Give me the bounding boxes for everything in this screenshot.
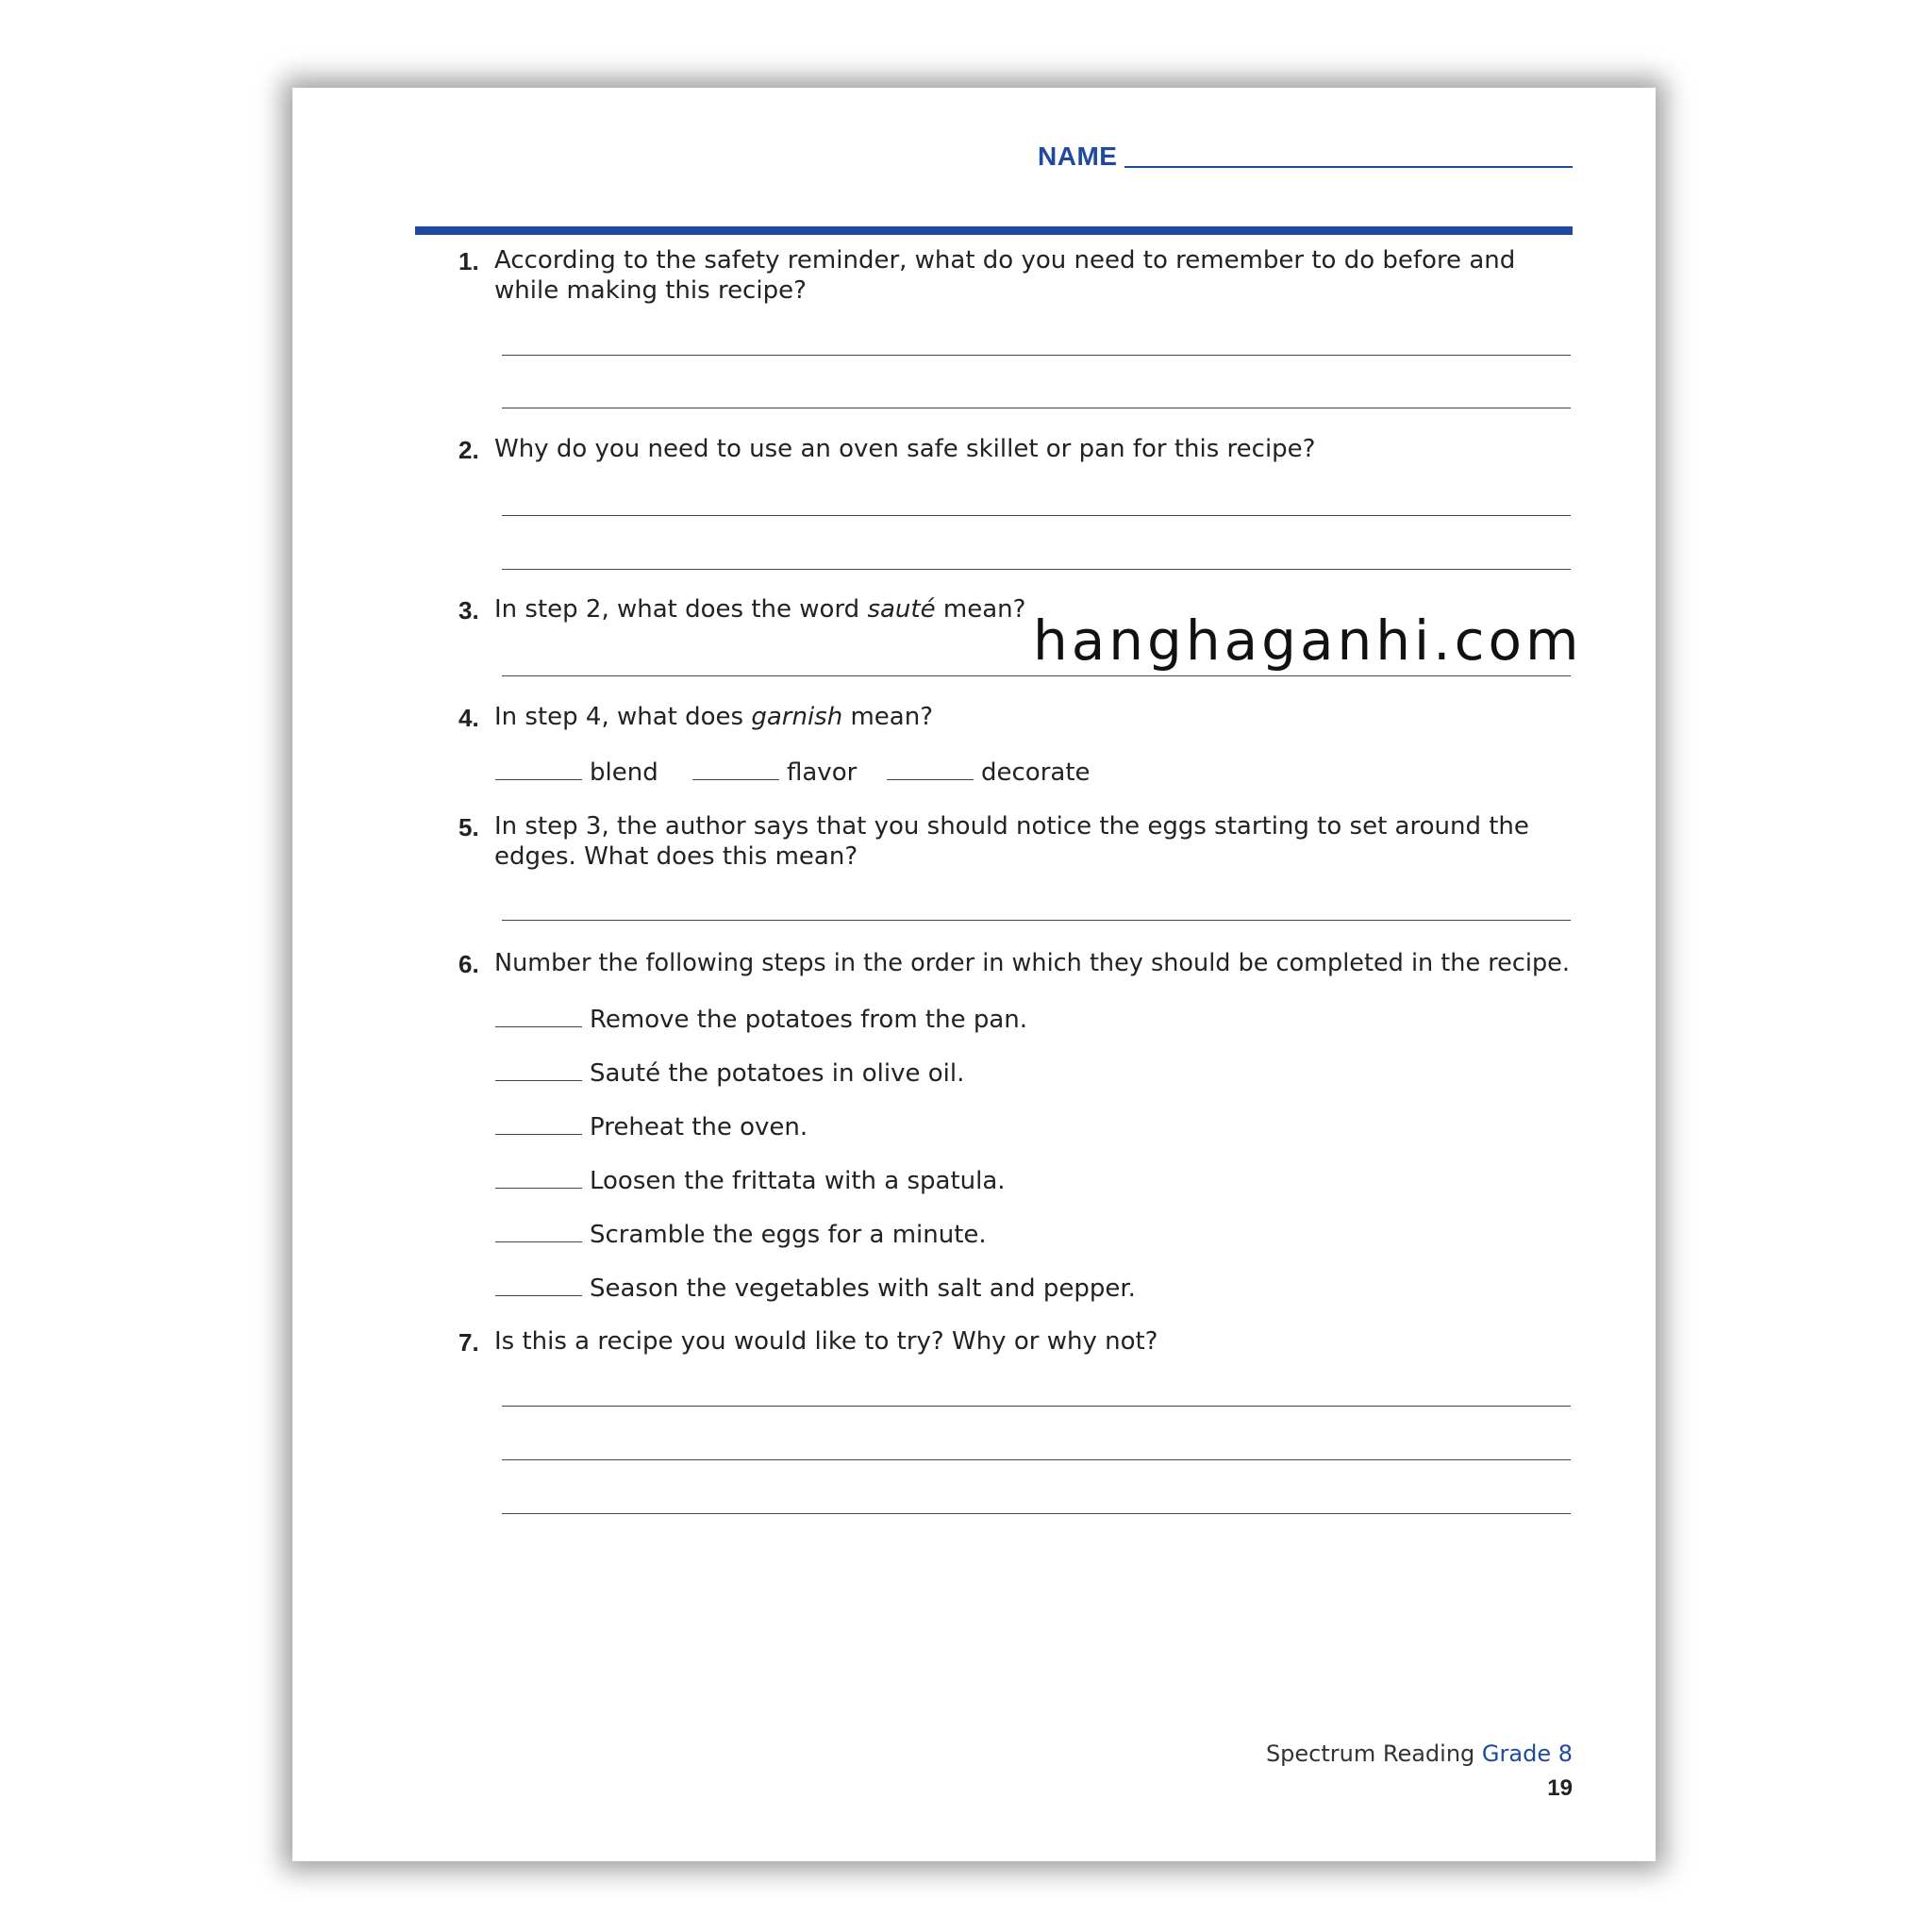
question-6-step[interactable] bbox=[495, 1165, 1006, 1195]
question-6-step[interactable] bbox=[495, 1273, 1136, 1303]
question-7-text: Is this a recipe you would like to try? Why or why not? bbox=[494, 1327, 1158, 1356]
question-4-text bbox=[494, 702, 1626, 732]
name-answer-line[interactable] bbox=[1124, 166, 1573, 168]
question-5-number: 5. bbox=[458, 813, 479, 841]
choice-label: decorate bbox=[981, 758, 1091, 787]
step-label: Season the vegetables with salt and pepper. bbox=[590, 1274, 1136, 1303]
choice-label: blend bbox=[590, 758, 658, 787]
step-blank[interactable] bbox=[495, 1058, 582, 1081]
question-7-number: 7. bbox=[458, 1328, 479, 1357]
header-rule bbox=[415, 226, 1573, 235]
question-4-choice-flavor[interactable] bbox=[692, 757, 857, 787]
step-label: Preheat the oven. bbox=[590, 1113, 808, 1141]
choice-blank[interactable] bbox=[692, 757, 779, 780]
step-blank[interactable] bbox=[495, 1273, 582, 1296]
step-blank[interactable] bbox=[495, 1004, 582, 1027]
question-2-text: Why do you need to use an oven safe skillet or pan for this recipe? bbox=[494, 435, 1316, 463]
footer-grade: Grade 8 bbox=[1481, 1740, 1573, 1767]
question-6-step[interactable] bbox=[495, 1004, 1027, 1034]
page-number: 19 bbox=[1547, 1775, 1573, 1801]
step-label: Scramble the eggs for a minute. bbox=[590, 1221, 987, 1249]
question-7-answer-line-1[interactable] bbox=[502, 1406, 1571, 1407]
question-3-text-after: mean? bbox=[935, 595, 1026, 624]
question-6-step[interactable] bbox=[495, 1111, 808, 1141]
question-2-answer-line-2[interactable] bbox=[502, 569, 1571, 570]
choice-blank[interactable] bbox=[887, 757, 974, 780]
step-label: Remove the potatoes from the pan. bbox=[590, 1006, 1028, 1034]
name-label: NAME bbox=[1038, 142, 1118, 171]
step-label: Sauté the potatoes in olive oil. bbox=[590, 1059, 965, 1088]
question-2-number: 2. bbox=[458, 436, 479, 464]
question-4-text-after: mean? bbox=[842, 703, 934, 731]
question-1-number: 1. bbox=[458, 247, 479, 275]
question-4-choice-blend[interactable] bbox=[495, 757, 658, 787]
question-6-step[interactable] bbox=[495, 1219, 987, 1249]
question-3-answer-line[interactable] bbox=[502, 675, 1571, 676]
step-label: Loosen the frittata with a spatula. bbox=[590, 1167, 1006, 1195]
footer-book-title bbox=[1266, 1740, 1573, 1767]
question-7-answer-line-3[interactable] bbox=[502, 1513, 1571, 1514]
question-4-number: 4. bbox=[458, 704, 479, 732]
watermark: hanghaganhi.com bbox=[1033, 608, 1583, 673]
choice-blank[interactable] bbox=[495, 757, 582, 780]
question-4-choice-decorate[interactable] bbox=[887, 757, 1091, 787]
step-blank[interactable] bbox=[495, 1219, 582, 1242]
question-3-number: 3. bbox=[458, 596, 479, 625]
question-1-text: According to the safety reminder, what do you need to remember to do before and while making this recipe? bbox=[494, 246, 1516, 305]
question-2-answer-line-1[interactable] bbox=[502, 515, 1571, 516]
footer-book-name: Spectrum Reading bbox=[1265, 1740, 1482, 1767]
step-blank[interactable] bbox=[495, 1165, 582, 1189]
question-3-term: sauté bbox=[867, 595, 936, 624]
choice-label: flavor bbox=[787, 758, 858, 787]
step-blank[interactable] bbox=[495, 1111, 582, 1135]
question-4-text-before: In step 4, what does bbox=[494, 703, 752, 731]
question-6-number: 6. bbox=[458, 950, 479, 978]
question-6-text: Number the following steps in the order in which they should be completed in the recipe. bbox=[494, 949, 1570, 977]
question-7-answer-line-2[interactable] bbox=[502, 1459, 1571, 1460]
question-5-answer-line[interactable] bbox=[502, 920, 1571, 921]
question-6-step[interactable] bbox=[495, 1058, 964, 1088]
question-4-term: garnish bbox=[751, 703, 843, 731]
question-5-text: In step 3, the author says that you should notice the eggs starting to set around the edges. What does this mean? bbox=[494, 812, 1529, 871]
question-1-answer-line-1[interactable] bbox=[502, 355, 1571, 356]
question-3-text-before: In step 2, what does the word bbox=[494, 595, 868, 624]
